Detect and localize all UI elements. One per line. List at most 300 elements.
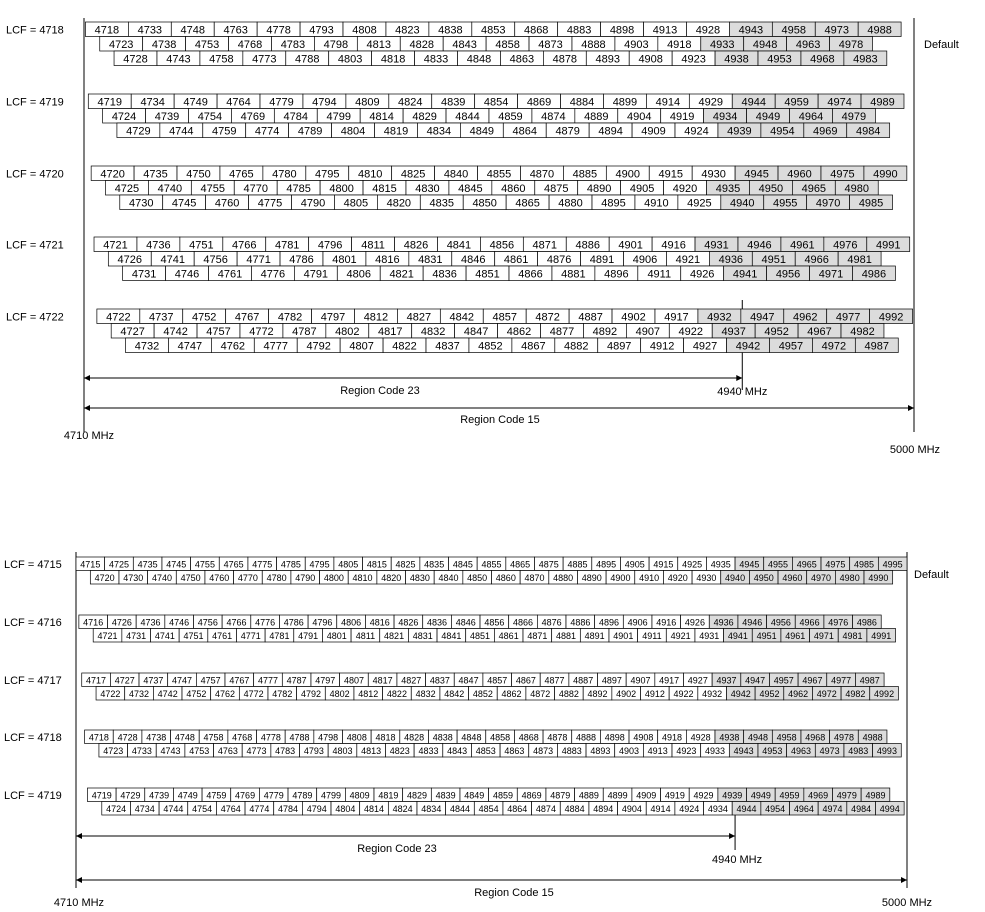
region-code-23-arrow-head-left bbox=[84, 375, 90, 381]
channel-number: 4918 bbox=[662, 732, 683, 743]
channel-number: 4927 bbox=[692, 340, 718, 353]
region-code-15-arrow-head-right bbox=[901, 877, 907, 883]
channel-number: 4822 bbox=[392, 340, 417, 353]
channel-number: 4921 bbox=[670, 631, 691, 641]
channel-number: 4882 bbox=[564, 340, 589, 353]
channel-number: 4788 bbox=[294, 53, 320, 66]
channel-number: 4723 bbox=[108, 39, 134, 51]
channel-number: 4783 bbox=[275, 746, 296, 756]
channel-number: 4869 bbox=[521, 790, 542, 801]
figure-bottom-10mhz-channels bbox=[4, 552, 949, 909]
channel-number: 4990 bbox=[868, 573, 889, 583]
channel-number: 4857 bbox=[487, 675, 508, 686]
channel-number: 4988 bbox=[862, 732, 883, 743]
channel-number: 4820 bbox=[386, 197, 412, 210]
lcf-label: LCF = 4721 bbox=[6, 239, 64, 252]
channel-number: 4792 bbox=[300, 689, 321, 699]
lcf-group bbox=[4, 557, 907, 584]
channel-number: 4979 bbox=[836, 790, 857, 801]
channel-number: 4842 bbox=[449, 311, 475, 324]
channel-number: 4901 bbox=[618, 239, 643, 252]
channel-number: 4752 bbox=[186, 689, 207, 699]
channel-number: 4860 bbox=[495, 573, 516, 583]
channel-number: 4831 bbox=[412, 631, 433, 641]
channel-number: 4854 bbox=[478, 804, 499, 814]
channel-number: 4885 bbox=[572, 168, 598, 181]
channel-number: 4771 bbox=[246, 254, 271, 266]
channel-number: 4767 bbox=[234, 311, 260, 324]
channel-number: 4933 bbox=[709, 39, 735, 51]
channel-number: 4943 bbox=[733, 746, 754, 756]
channel-number: 4754 bbox=[197, 111, 223, 123]
channel-number: 4848 bbox=[466, 53, 492, 66]
channel-row bbox=[120, 195, 893, 210]
channel-number: 4800 bbox=[329, 183, 354, 195]
channel-number: 4864 bbox=[512, 125, 538, 138]
channel-number: 4980 bbox=[839, 573, 860, 583]
channel-number: 4811 bbox=[361, 239, 385, 252]
channel-number: 4716 bbox=[83, 617, 104, 628]
channel-number: 4902 bbox=[616, 689, 637, 699]
channel-number: 4968 bbox=[805, 732, 826, 743]
channel-number: 4912 bbox=[649, 340, 675, 353]
channel-number: 4922 bbox=[678, 326, 704, 338]
channel-number: 4945 bbox=[739, 559, 760, 570]
channel-number: 4991 bbox=[871, 631, 892, 641]
channel-number: 4776 bbox=[260, 268, 286, 281]
channel-number: 4864 bbox=[507, 804, 528, 814]
channel-row bbox=[114, 51, 887, 66]
channel-number: 4953 bbox=[767, 53, 792, 66]
channel-number: 4900 bbox=[610, 573, 631, 583]
channel-number: 4779 bbox=[263, 790, 284, 801]
channel-number: 4789 bbox=[297, 125, 323, 138]
channel-number: 4956 bbox=[775, 268, 801, 281]
channel-number: 4818 bbox=[375, 732, 396, 743]
channel-number: 4742 bbox=[163, 326, 188, 338]
channel-number: 4836 bbox=[432, 268, 457, 281]
channel-number: 4886 bbox=[570, 617, 591, 628]
channel-number: 4815 bbox=[372, 183, 397, 195]
channel-number: 4992 bbox=[874, 689, 895, 699]
channel-number: 4939 bbox=[722, 790, 743, 801]
channel-number: 4801 bbox=[332, 254, 357, 266]
region-code-23-label: Region Code 23 bbox=[340, 385, 420, 397]
lcf-label: LCF = 4722 bbox=[6, 311, 64, 324]
channel-number: 4722 bbox=[106, 311, 131, 324]
channel-number: 4983 bbox=[853, 53, 878, 66]
channel-number: 4933 bbox=[704, 746, 726, 756]
channel-number: 4880 bbox=[558, 197, 583, 210]
figure-top-15mhz-channels bbox=[6, 18, 959, 456]
channel-number: 4814 bbox=[369, 111, 394, 123]
channel-number: 4932 bbox=[702, 689, 723, 699]
channel-number: 4984 bbox=[855, 125, 881, 138]
channel-number: 4778 bbox=[260, 732, 281, 743]
channel-number: 4817 bbox=[377, 326, 403, 338]
channel-number: 4793 bbox=[303, 746, 324, 756]
channel-number: 4795 bbox=[309, 559, 330, 570]
lcf-label: LCF = 4718 bbox=[6, 24, 64, 37]
channel-number: 4961 bbox=[790, 239, 815, 252]
channel-number: 4884 bbox=[569, 96, 595, 109]
mhz-4940-label: 4940 MHz bbox=[717, 386, 768, 398]
channel-number: 4816 bbox=[375, 254, 400, 266]
channel-number: 4844 bbox=[455, 111, 480, 123]
channel-number: 4739 bbox=[154, 111, 180, 123]
channel-number: 4835 bbox=[424, 559, 445, 570]
channel-number: 4849 bbox=[464, 790, 485, 801]
channel-number: 4948 bbox=[747, 732, 769, 743]
mhz-4710-label: 4710 MHz bbox=[53, 897, 105, 909]
channel-number: 4950 bbox=[758, 183, 784, 195]
channel-number: 4935 bbox=[715, 183, 741, 195]
channel-number: 4893 bbox=[590, 746, 611, 756]
channel-number: 4975 bbox=[825, 559, 846, 570]
channel-number: 4964 bbox=[798, 111, 824, 123]
channel-number: 4929 bbox=[698, 96, 724, 109]
channel-number: 4794 bbox=[306, 804, 327, 814]
channel-number: 4987 bbox=[859, 675, 880, 686]
channel-number: 4949 bbox=[750, 790, 771, 801]
channel-number: 4802 bbox=[329, 689, 350, 699]
channel-number: 4993 bbox=[876, 746, 897, 756]
channel-number: 4737 bbox=[143, 675, 164, 686]
channel-row bbox=[76, 557, 907, 571]
channel-number: 4858 bbox=[495, 39, 520, 51]
channel-number: 4803 bbox=[332, 746, 353, 756]
channel-number: 4905 bbox=[624, 559, 645, 570]
channel-number: 4797 bbox=[315, 675, 336, 686]
channel-number: 4828 bbox=[404, 732, 425, 743]
channel-number: 4922 bbox=[673, 689, 694, 699]
channel-number: 4972 bbox=[816, 689, 837, 699]
channel-number: 4847 bbox=[458, 675, 479, 686]
channel-number: 4798 bbox=[323, 39, 349, 51]
channel-number: 4919 bbox=[664, 790, 685, 801]
channel-number: 4719 bbox=[97, 96, 123, 109]
channel-number: 4720 bbox=[94, 573, 115, 583]
channel-number: 4885 bbox=[567, 559, 588, 570]
channel-number: 4967 bbox=[807, 326, 832, 338]
channel-number: 4853 bbox=[475, 746, 496, 756]
mhz-4710-label: 4710 MHz bbox=[63, 430, 115, 442]
channel-number: 4829 bbox=[412, 111, 437, 123]
channel-row bbox=[85, 22, 901, 37]
channel-number: 4940 bbox=[725, 573, 746, 583]
channel-number: 4909 bbox=[636, 790, 657, 801]
channel-number: 4988 bbox=[867, 24, 892, 37]
channel-number: 4843 bbox=[452, 39, 477, 51]
channel-number: 4877 bbox=[549, 326, 575, 338]
channel-number: 4784 bbox=[283, 111, 309, 123]
channel-number: 4812 bbox=[363, 311, 389, 324]
channel-number: 4899 bbox=[612, 96, 638, 109]
channel-number: 4841 bbox=[441, 631, 462, 641]
channel-number: 4930 bbox=[701, 168, 726, 181]
channel-number: 4952 bbox=[764, 326, 789, 338]
channel-number: 4942 bbox=[735, 340, 761, 353]
channel-number: 4888 bbox=[581, 39, 606, 51]
channel-number: 4892 bbox=[587, 689, 608, 699]
lcf-group bbox=[6, 237, 910, 281]
channel-number: 4804 bbox=[340, 125, 366, 138]
channel-number: 4964 bbox=[793, 804, 814, 814]
channel-number: 4762 bbox=[214, 689, 236, 699]
channel-number: 4808 bbox=[346, 732, 367, 743]
channel-number: 4831 bbox=[418, 254, 443, 266]
region-code-15-arrow bbox=[84, 405, 914, 411]
default-label: Default bbox=[914, 569, 949, 581]
region-code-15-arrow-head-right bbox=[908, 405, 914, 411]
channel-number: 4969 bbox=[808, 790, 829, 801]
channel-number: 4859 bbox=[498, 111, 523, 123]
channel-number: 4883 bbox=[566, 24, 592, 37]
channel-number: 4731 bbox=[126, 631, 147, 641]
lcf-group bbox=[6, 94, 904, 138]
channel-number: 4843 bbox=[447, 746, 468, 756]
channel-number: 4859 bbox=[492, 790, 513, 801]
channel-number: 4819 bbox=[378, 790, 399, 801]
channel-number: 4752 bbox=[191, 311, 217, 324]
channel-number: 4910 bbox=[639, 573, 660, 583]
channel-number: 4789 bbox=[292, 790, 313, 801]
channel-number: 4926 bbox=[684, 617, 705, 628]
channel-number: 4986 bbox=[861, 268, 887, 281]
channel-number: 4878 bbox=[552, 53, 578, 66]
lcf-group bbox=[6, 309, 913, 353]
channel-number: 4768 bbox=[237, 39, 263, 51]
channel-number: 4853 bbox=[481, 24, 506, 37]
channel-number: 4934 bbox=[707, 804, 728, 814]
channel-number: 4960 bbox=[787, 168, 812, 181]
channel-number: 4978 bbox=[838, 39, 864, 51]
channel-number: 4775 bbox=[257, 197, 283, 210]
channel-number: 4783 bbox=[280, 39, 306, 51]
channel-number: 4738 bbox=[146, 732, 167, 743]
channel-number: 4833 bbox=[418, 746, 439, 756]
channel-number: 4920 bbox=[672, 183, 698, 195]
channel-row bbox=[85, 730, 887, 744]
channel-number: 4910 bbox=[644, 197, 669, 210]
channel-number: 4947 bbox=[750, 311, 775, 324]
channel-number: 4851 bbox=[470, 631, 491, 641]
channel-number: 4903 bbox=[624, 39, 649, 51]
channel-number: 4805 bbox=[338, 559, 359, 570]
channel-number: 4944 bbox=[741, 96, 766, 109]
channel-number: 4828 bbox=[409, 39, 434, 51]
channel-number: 4753 bbox=[189, 746, 210, 756]
channel-number: 4960 bbox=[782, 573, 803, 583]
channel-number: 4803 bbox=[337, 53, 363, 66]
channel-number: 4815 bbox=[366, 559, 387, 570]
channel-number: 4899 bbox=[607, 790, 628, 801]
channel-number: 4756 bbox=[203, 254, 228, 266]
channel-number: 4855 bbox=[486, 168, 512, 181]
channel-number: 4866 bbox=[518, 268, 543, 281]
channel-row bbox=[126, 338, 899, 353]
channel-number: 4782 bbox=[272, 689, 293, 699]
channel-number: 4782 bbox=[277, 311, 303, 324]
channel-number: 4824 bbox=[398, 96, 423, 109]
channel-number: 4840 bbox=[443, 168, 469, 181]
channel-number: 4908 bbox=[638, 53, 663, 66]
lcf-group bbox=[6, 166, 907, 210]
channel-number: 4725 bbox=[114, 183, 140, 195]
channel-row bbox=[103, 109, 876, 124]
channel-number: 4823 bbox=[395, 24, 420, 37]
channel-number: 4908 bbox=[633, 732, 654, 743]
channel-number: 4936 bbox=[718, 254, 744, 266]
channel-number: 4897 bbox=[601, 675, 622, 686]
channel-number: 4954 bbox=[770, 125, 795, 138]
channel-number: 4837 bbox=[435, 340, 460, 353]
channel-number: 4764 bbox=[226, 96, 251, 109]
channel-number: 4839 bbox=[440, 96, 466, 109]
channel-number: 4925 bbox=[687, 197, 712, 210]
channel-number: 4787 bbox=[292, 326, 317, 338]
channel-number: 4842 bbox=[444, 689, 465, 699]
channel-number: 4863 bbox=[509, 53, 535, 66]
channel-number: 4994 bbox=[879, 804, 900, 814]
mhz-4940-label: 4940 MHz bbox=[711, 854, 763, 866]
channel-number: 4786 bbox=[289, 254, 314, 266]
channel-number: 4897 bbox=[606, 340, 632, 353]
channel-number: 4900 bbox=[615, 168, 641, 181]
channel-number: 4903 bbox=[619, 746, 640, 756]
channel-number: 4808 bbox=[352, 24, 377, 37]
channel-number: 4841 bbox=[446, 239, 472, 252]
channel-number: 4835 bbox=[429, 197, 455, 210]
channel-number: 4743 bbox=[160, 746, 181, 756]
channel-number: 4743 bbox=[166, 53, 191, 66]
channel-number: 4924 bbox=[679, 804, 700, 814]
channel-number: 4967 bbox=[802, 675, 823, 686]
channel-number: 4854 bbox=[483, 96, 509, 109]
channel-number: 4744 bbox=[163, 804, 184, 814]
channel-number: 4746 bbox=[169, 617, 190, 628]
channel-number: 4719 bbox=[91, 790, 112, 801]
channel-number: 4750 bbox=[186, 168, 211, 181]
channel-number: 4785 bbox=[286, 183, 311, 195]
channel-number: 4834 bbox=[421, 804, 442, 814]
channel-number: 4937 bbox=[716, 675, 737, 686]
channel-number: 4748 bbox=[180, 24, 206, 37]
channel-number: 4901 bbox=[613, 631, 634, 641]
region-code-23-arrow-head-left bbox=[76, 833, 82, 839]
channel-number: 4946 bbox=[742, 617, 763, 628]
channel-number: 4723 bbox=[103, 746, 124, 756]
channel-number: 4895 bbox=[601, 197, 626, 210]
channel-number: 4813 bbox=[366, 39, 392, 51]
channel-number: 4736 bbox=[146, 239, 171, 252]
channel-number: 4809 bbox=[349, 790, 370, 801]
channel-number: 4974 bbox=[827, 96, 852, 109]
channel-number: 4962 bbox=[788, 689, 809, 699]
lcf-group bbox=[4, 615, 896, 642]
channel-number: 4777 bbox=[257, 675, 279, 686]
channel-number: 4833 bbox=[423, 53, 449, 66]
channel-number: 4757 bbox=[200, 675, 221, 686]
channel-number: 4811 bbox=[355, 631, 376, 641]
lcf-label: LCF = 4719 bbox=[4, 789, 62, 802]
channel-number: 4972 bbox=[821, 340, 847, 353]
channel-number: 4856 bbox=[484, 617, 505, 628]
mhz-5000-label: 5000 MHz bbox=[881, 897, 933, 909]
channel-number: 4904 bbox=[626, 111, 652, 123]
channel-number: 4936 bbox=[713, 617, 734, 628]
channel-number: 4742 bbox=[157, 689, 178, 699]
channel-number: 4954 bbox=[765, 804, 786, 814]
channel-number: 4753 bbox=[194, 39, 220, 51]
channel-number: 4766 bbox=[226, 617, 247, 628]
channel-number: 4919 bbox=[669, 111, 695, 123]
channel-number: 4837 bbox=[429, 675, 450, 686]
channel-number: 4798 bbox=[318, 732, 339, 743]
channel-number: 4729 bbox=[120, 790, 141, 801]
channel-number: 4871 bbox=[532, 239, 558, 252]
channel-number: 4911 bbox=[647, 268, 672, 281]
channel-number: 4928 bbox=[690, 732, 711, 743]
channel-number: 4989 bbox=[865, 790, 886, 801]
channel-number: 4761 bbox=[217, 268, 243, 281]
channel-number: 4840 bbox=[438, 573, 459, 583]
channel-number: 4891 bbox=[584, 631, 605, 641]
channel-number: 4849 bbox=[469, 125, 495, 138]
lcf-group bbox=[4, 730, 901, 757]
channel-number: 4931 bbox=[704, 239, 729, 252]
channel-number: 4916 bbox=[656, 617, 677, 628]
channel-number: 4807 bbox=[343, 675, 364, 686]
region-code-23-arrow-head-right bbox=[736, 375, 742, 381]
channel-number: 4846 bbox=[455, 617, 476, 628]
channel-number: 4806 bbox=[341, 617, 362, 628]
lcf-group bbox=[4, 788, 904, 815]
channel-number: 4846 bbox=[460, 254, 486, 266]
channel-row bbox=[105, 181, 878, 196]
channel-number: 4732 bbox=[129, 689, 150, 699]
channel-number: 4734 bbox=[134, 804, 155, 814]
lcf-group bbox=[4, 673, 898, 700]
channel-number: 4942 bbox=[730, 689, 751, 699]
channel-number: 4917 bbox=[659, 675, 680, 686]
channel-number: 4761 bbox=[212, 631, 233, 641]
channel-number: 4836 bbox=[427, 617, 448, 628]
channel-number: 4913 bbox=[652, 24, 678, 37]
channel-number: 4921 bbox=[675, 254, 701, 266]
channel-number: 4865 bbox=[515, 197, 540, 210]
channel-number: 4860 bbox=[501, 183, 526, 195]
channel-number: 4895 bbox=[596, 559, 617, 570]
channel-number: 4958 bbox=[781, 24, 807, 37]
channel-number: 4931 bbox=[699, 631, 720, 641]
channel-number: 4730 bbox=[128, 197, 154, 210]
channel-number: 4787 bbox=[286, 675, 307, 686]
channel-row bbox=[100, 37, 873, 52]
channel-number: 4793 bbox=[309, 24, 334, 37]
channel-number: 4870 bbox=[529, 168, 555, 181]
channel-number: 4727 bbox=[120, 326, 145, 338]
channel-number: 4978 bbox=[833, 732, 854, 743]
channel-number: 4721 bbox=[97, 631, 118, 641]
channel-number: 4814 bbox=[363, 804, 385, 814]
channel-number: 4870 bbox=[524, 573, 545, 583]
channel-number: 4770 bbox=[237, 573, 258, 583]
channel-number: 4852 bbox=[478, 340, 503, 353]
channel-number: 4777 bbox=[263, 340, 289, 353]
channel-number: 4915 bbox=[653, 559, 674, 570]
channel-number: 4907 bbox=[630, 675, 651, 686]
